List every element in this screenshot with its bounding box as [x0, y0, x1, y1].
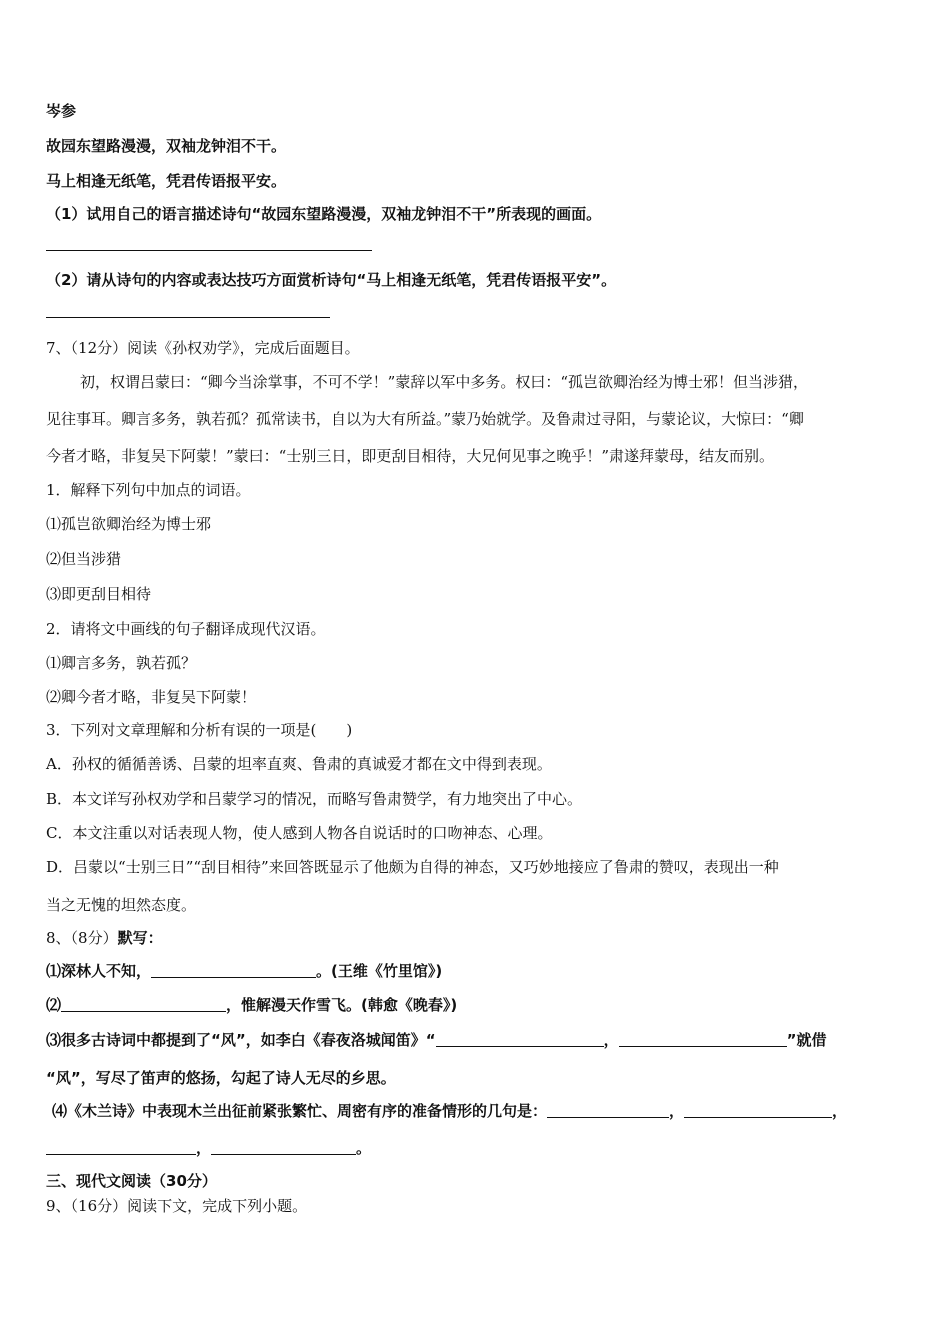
dictation-4-line-2 [46, 1138, 371, 1158]
dictation-2-blank[interactable] [61, 995, 226, 1012]
dictation-2-after: ，惟解漫天作雪飞。(韩愈《晚春》) [226, 996, 458, 1014]
dictation-3-after: ”就借 [786, 1031, 827, 1049]
dictation-4-sep: ， [669, 1102, 685, 1120]
option-b: B．本文详写孙权劝学和吕蒙学习的情况，而略写鲁肃赞学，有力地突出了中心。 [46, 790, 583, 808]
sub-question-1-item-3: ⑶即更刮目相待 [46, 585, 152, 603]
sub-question-2-title: 2．请将文中画线的句子翻译成现代汉语。 [46, 620, 326, 638]
dictation-3-before: ⑶很多古诗词中都提到了“风”，如李白《春夜洛城闻笛》“ [46, 1031, 436, 1049]
section-8-points: 8、（8分） [46, 929, 118, 947]
poem-line-1: 故园东望路漫漫，双袖龙钟泪不干。 [46, 137, 287, 155]
answer-line-1 [46, 250, 372, 251]
option-d-line-2: 当之无愧的坦然态度。 [46, 896, 197, 914]
question-1: （1）试用自己的语言描述诗句“故园东望路漫漫，双袖龙钟泪不干”所表现的画面。 [46, 205, 602, 223]
dictation-1-blank[interactable] [151, 961, 316, 978]
dictation-2 [46, 995, 457, 1015]
answer-line-2 [46, 317, 330, 318]
poem-line-2: 马上相逢无纸笔，凭君传语报平安。 [46, 172, 287, 190]
dictation-4-blank-4[interactable] [211, 1138, 356, 1155]
dictation-3-blank-2[interactable] [619, 1030, 787, 1047]
dictation-4-before: ⑷《木兰诗》中表现木兰出征前紧张繁忙、周密有序的准备情形的几句是： [52, 1102, 548, 1120]
dictation-4-end: ， [832, 1102, 848, 1120]
dictation-4-blank-3[interactable] [46, 1138, 196, 1155]
dictation-4-blank-2[interactable] [684, 1101, 832, 1118]
question-2: （2）请从诗句的内容或表达技巧方面赏析诗句“马上相逢无纸笔，凭君传语报平安”。 [46, 271, 617, 289]
dictation-4-line-2-end: 。 [356, 1139, 372, 1157]
section-3-title: 三、现代文阅读（30分） [46, 1172, 217, 1190]
passage-line-3: 今者才略，非复吴下阿蒙！”蒙曰：“士别三日，即更刮目相待，大兄何见事之晚乎！”肃遂拜蒙母，结友而别。 [46, 447, 775, 465]
sub-question-2-item-2: ⑵卿今者才略，非复吴下阿蒙！ [46, 688, 257, 706]
dictation-2-before: ⑵ [46, 996, 62, 1014]
dictation-1-after: 。(王维《竹里馆》) [316, 962, 443, 980]
dictation-4-blank-1[interactable] [547, 1101, 669, 1118]
dictation-4 [52, 1101, 847, 1121]
sub-question-3-title: 3．下列对文章理解和分析有误的一项是( ) [46, 721, 353, 739]
dictation-1-before: ⑴深林人不知， [46, 962, 152, 980]
poem-author: 岑参 [46, 102, 77, 120]
sub-question-2-item-1: ⑴卿言多务，孰若孤？ [46, 654, 197, 672]
section-7-header: 7、（12分）阅读《孙权劝学》，完成后面题目。 [46, 339, 360, 357]
dictation-4-line-2-sep: ， [196, 1139, 212, 1157]
option-d-line-1: D．吕蒙以“士别三日”“刮目相待”来回答既显示了他颇为自得的神态，又巧妙地接应了鲁肃的赞叹，表现出一种 [46, 858, 779, 876]
dictation-3-line-2: “风”，写尽了笛声的悠扬，勾起了诗人无尽的乡思。 [46, 1069, 396, 1087]
dictation-3-mid: ， [603, 1031, 619, 1049]
passage-line-2: 见往事耳。卿言多务，孰若孤？孤常读书，自以为大有所益。”蒙乃始就学。及鲁肃过寻阳，与蒙论议，大惊曰：“卿 [46, 410, 804, 428]
dictation-3-blank-1[interactable] [436, 1030, 604, 1047]
option-a: A．孙权的循循善诱、吕蒙的坦率直爽、鲁肃的真诚爱才都在文中得到表现。 [46, 755, 552, 773]
dictation-1 [46, 961, 442, 981]
sub-question-1-title: 1．解释下列句中加点的词语。 [46, 481, 251, 499]
dictation-3 [46, 1030, 826, 1050]
section-8-header [46, 928, 163, 948]
section-8-title: 默写： [117, 929, 163, 947]
option-c: C．本文注重以对话表现人物，使人感到人物各自说话时的口吻神态、心理。 [46, 824, 553, 842]
passage-line-1: 初，权谓吕蒙曰：“卿今当涂掌事，不可不学！”蒙辞以军中多务。权曰：“孤岂欲卿治经为博士邪！但当涉猎， [80, 373, 809, 391]
sub-question-1-item-2: ⑵但当涉猎 [46, 550, 122, 568]
sub-question-1-item-1: ⑴孤岂欲卿治经为博士邪 [46, 515, 212, 533]
question-9-header: 9、（16分）阅读下文，完成下列小题。 [46, 1197, 308, 1215]
